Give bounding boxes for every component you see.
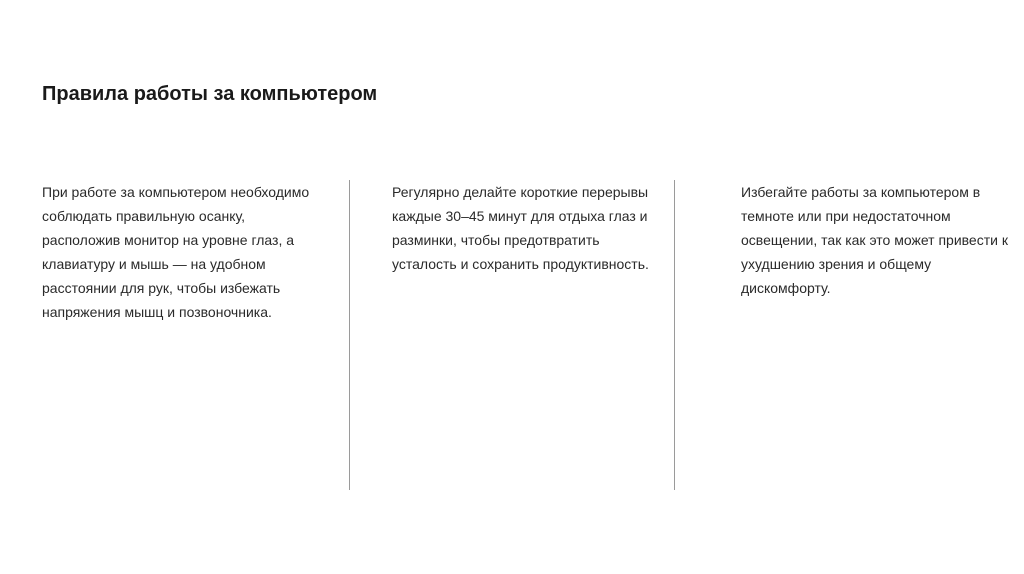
rule-column-breaks: Регулярно делайте короткие перерывы каждые 30–45 минут для отдыха глаз и разминки, чтобы предотвратить усталость и сохранить продуктивность.	[392, 184, 649, 272]
slide-title: Правила работы за компьютером	[42, 83, 378, 105]
rule-column-lighting: Избегайте работы за компьютером в темноте или при недостаточном освещении, так как это может привести к ухудшению зрения и общему дискомфорту.	[741, 184, 1008, 296]
column-divider	[674, 180, 675, 490]
column-divider	[349, 180, 350, 490]
rule-column-posture: При работе за компьютером необходимо соблюдать правильную осанку, расположив монитор на уровне глаз, а клавиатуру и мышь — на удобном расстоянии для рук, чтобы избежать напряжения мышц и позвоночника.	[42, 184, 310, 320]
